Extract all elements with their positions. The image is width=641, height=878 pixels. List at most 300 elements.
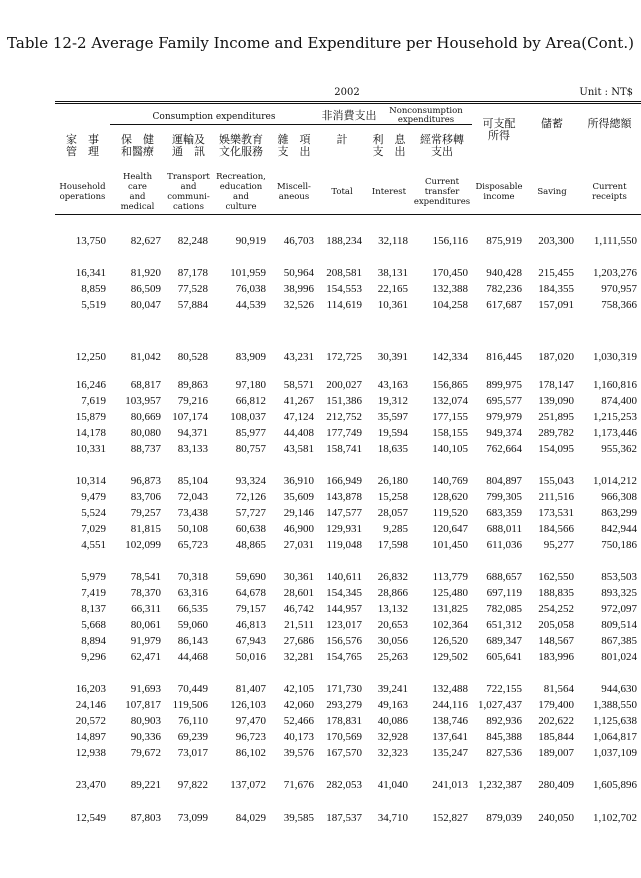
table-cell: 23,470 bbox=[75, 779, 106, 791]
table-cell: 695,577 bbox=[486, 395, 522, 407]
table-cell: 114,619 bbox=[326, 299, 362, 311]
table-cell: 81,815 bbox=[130, 523, 161, 535]
table-cell: 21,511 bbox=[284, 619, 314, 631]
table-cell: 758,366 bbox=[601, 299, 637, 311]
table-cell: 26,180 bbox=[377, 475, 408, 487]
table-cell: 137,072 bbox=[230, 779, 266, 791]
table-cell: 7,619 bbox=[81, 395, 106, 407]
table-cell: 79,257 bbox=[130, 507, 161, 519]
table-cell: 979,979 bbox=[486, 411, 522, 423]
table-cell: 85,104 bbox=[177, 475, 208, 487]
table-cell: 129,931 bbox=[326, 523, 362, 535]
table-row bbox=[0, 266, 641, 280]
table-cell: 170,569 bbox=[326, 731, 362, 743]
table-cell: 617,687 bbox=[486, 299, 522, 311]
table-cell: 251,895 bbox=[538, 411, 574, 423]
table-cell: 50,016 bbox=[235, 651, 266, 663]
table-cell: 762,664 bbox=[486, 443, 522, 455]
table-cell: 30,391 bbox=[377, 351, 408, 363]
table-cell: 47,124 bbox=[283, 411, 314, 423]
table-cell: 103,957 bbox=[125, 395, 161, 407]
column-header-zh-9: 儲蓄 bbox=[541, 117, 563, 130]
table-cell: 87,803 bbox=[130, 812, 161, 824]
table-cell: 60,638 bbox=[235, 523, 266, 535]
table-row bbox=[0, 410, 641, 424]
table-cell: 43,581 bbox=[283, 443, 314, 455]
table-row bbox=[0, 426, 641, 440]
table-cell: 62,471 bbox=[130, 651, 161, 663]
table-cell: 38,131 bbox=[377, 267, 408, 279]
table-cell: 9,296 bbox=[81, 651, 106, 663]
table-cell: 119,048 bbox=[326, 539, 362, 551]
table-cell: 80,528 bbox=[177, 351, 208, 363]
table-cell: 14,897 bbox=[75, 731, 106, 743]
table-cell: 41,040 bbox=[377, 779, 408, 791]
table-row bbox=[0, 474, 641, 488]
table-cell: 57,884 bbox=[177, 299, 208, 311]
table-cell: 81,564 bbox=[543, 683, 574, 695]
table-cell: 853,503 bbox=[601, 571, 637, 583]
table-cell: 1,102,702 bbox=[593, 812, 637, 824]
table-cell: 144,957 bbox=[326, 603, 362, 615]
table-cell: 178,147 bbox=[538, 379, 574, 391]
table-cell: 156,116 bbox=[432, 235, 468, 247]
table-cell: 138,746 bbox=[432, 715, 468, 727]
table-cell: 50,964 bbox=[283, 267, 314, 279]
table-cell: 72,043 bbox=[177, 491, 208, 503]
table-cell: 1,173,446 bbox=[593, 427, 637, 439]
table-cell: 18,635 bbox=[377, 443, 408, 455]
table-cell: 184,355 bbox=[538, 283, 574, 295]
column-header-en-8: Disposable income bbox=[475, 182, 523, 202]
table-cell: 19,312 bbox=[377, 395, 408, 407]
table-cell: 845,388 bbox=[486, 731, 522, 743]
table-cell: 875,919 bbox=[486, 235, 522, 247]
table-cell: 19,594 bbox=[377, 427, 408, 439]
table-row bbox=[0, 618, 641, 632]
table-row bbox=[0, 570, 641, 584]
table-cell: 119,520 bbox=[432, 507, 468, 519]
table-cell: 125,480 bbox=[432, 587, 468, 599]
table-cell: 44,408 bbox=[283, 427, 314, 439]
table-row bbox=[0, 650, 641, 664]
table-row bbox=[0, 378, 641, 392]
table-cell: 12,938 bbox=[75, 747, 106, 759]
table-cell: 123,017 bbox=[326, 619, 362, 631]
column-header-zh-0: 家 事 管 理 bbox=[66, 133, 99, 158]
table-cell: 804,897 bbox=[486, 475, 522, 487]
table-cell: 203,300 bbox=[538, 235, 574, 247]
table-cell: 972,097 bbox=[601, 603, 637, 615]
table-cell: 750,186 bbox=[601, 539, 637, 551]
column-header-zh-8: 可支配 所得 bbox=[482, 117, 516, 142]
table-cell: 1,605,896 bbox=[593, 779, 637, 791]
table-cell: 14,178 bbox=[75, 427, 106, 439]
table-cell: 86,102 bbox=[235, 747, 266, 759]
column-header-zh-5: 計 bbox=[336, 133, 348, 146]
table-cell: 89,221 bbox=[130, 779, 161, 791]
table-cell: 41,267 bbox=[283, 395, 314, 407]
table-cell: 104,258 bbox=[432, 299, 468, 311]
table-cell: 46,900 bbox=[283, 523, 314, 535]
table-cell: 166,949 bbox=[326, 475, 362, 487]
table-cell: 5,519 bbox=[81, 299, 106, 311]
table-cell: 30,361 bbox=[283, 571, 314, 583]
table-row bbox=[0, 350, 641, 364]
table-cell: 29,146 bbox=[283, 507, 314, 519]
column-header-en-0: Household operations bbox=[59, 182, 106, 202]
table-cell: 90,336 bbox=[130, 731, 161, 743]
table-cell: 167,570 bbox=[326, 747, 362, 759]
table-cell: 1,111,550 bbox=[593, 235, 637, 247]
table-cell: 46,703 bbox=[283, 235, 314, 247]
table-cell: 179,400 bbox=[538, 699, 574, 711]
table-title: Table 12-2 Average Family Income and Expenditure per Household by Area(Cont.) bbox=[7, 34, 634, 52]
table-cell: 49,163 bbox=[377, 699, 408, 711]
table-cell: 79,672 bbox=[130, 747, 161, 759]
table-row bbox=[0, 602, 641, 616]
table-cell: 212,752 bbox=[326, 411, 362, 423]
table-cell: 4,551 bbox=[81, 539, 106, 551]
table-cell: 140,769 bbox=[432, 475, 468, 487]
table-cell: 96,723 bbox=[235, 731, 266, 743]
table-cell: 139,090 bbox=[538, 395, 574, 407]
table-cell: 126,103 bbox=[230, 699, 266, 711]
table-cell: 1,030,319 bbox=[593, 351, 637, 363]
table-cell: 132,388 bbox=[432, 283, 468, 295]
table-cell: 892,936 bbox=[486, 715, 522, 727]
table-cell: 177,749 bbox=[326, 427, 362, 439]
table-cell: 113,779 bbox=[432, 571, 468, 583]
column-header-zh-2: 運輸及 通 訊 bbox=[172, 133, 205, 158]
column-header-en-3: Recreation, education and culture bbox=[216, 172, 266, 212]
table-cell: 183,996 bbox=[538, 651, 574, 663]
table-cell: 688,011 bbox=[486, 523, 522, 535]
table-cell: 39,576 bbox=[283, 747, 314, 759]
table-cell: 68,817 bbox=[130, 379, 161, 391]
table-cell: 32,118 bbox=[378, 235, 408, 247]
table-cell: 81,920 bbox=[130, 267, 161, 279]
table-row bbox=[0, 298, 641, 312]
table-cell: 651,312 bbox=[486, 619, 522, 631]
table-cell: 39,241 bbox=[377, 683, 408, 695]
column-header-en-4: Miscell- aneous bbox=[277, 182, 311, 202]
table-cell: 827,536 bbox=[486, 747, 522, 759]
table-cell: 38,996 bbox=[283, 283, 314, 295]
column-header-en-5: Total bbox=[331, 187, 353, 197]
table-cell: 170,450 bbox=[432, 267, 468, 279]
table-cell: 899,975 bbox=[486, 379, 522, 391]
table-cell: 293,279 bbox=[326, 699, 362, 711]
table-cell: 157,091 bbox=[538, 299, 574, 311]
table-cell: 79,216 bbox=[177, 395, 208, 407]
table-cell: 91,693 bbox=[130, 683, 161, 695]
table-cell: 48,865 bbox=[235, 539, 266, 551]
table-cell: 72,126 bbox=[235, 491, 266, 503]
table-cell: 893,325 bbox=[601, 587, 637, 599]
table-cell: 20,572 bbox=[75, 715, 106, 727]
table-row bbox=[0, 442, 641, 456]
table-cell: 8,137 bbox=[81, 603, 106, 615]
table-cell: 722,155 bbox=[486, 683, 522, 695]
table-cell: 26,832 bbox=[377, 571, 408, 583]
table-cell: 46,813 bbox=[235, 619, 266, 631]
table-cell: 1,215,253 bbox=[593, 411, 637, 423]
column-header-en-1: Health care and medical bbox=[120, 172, 155, 212]
table-cell: 605,641 bbox=[486, 651, 522, 663]
table-cell: 689,347 bbox=[486, 635, 522, 647]
table-cell: 58,571 bbox=[283, 379, 314, 391]
column-header-zh-1: 保 健 和醫療 bbox=[121, 133, 154, 158]
table-cell: 254,252 bbox=[538, 603, 574, 615]
table-cell: 95,277 bbox=[543, 539, 574, 551]
table-cell: 79,157 bbox=[235, 603, 266, 615]
consumption-group-label: Consumption expenditures bbox=[152, 112, 276, 122]
table-cell: 83,909 bbox=[235, 351, 266, 363]
table-cell: 282,053 bbox=[326, 779, 362, 791]
table-cell: 70,449 bbox=[177, 683, 208, 695]
table-cell: 88,737 bbox=[130, 443, 161, 455]
table-cell: 7,419 bbox=[81, 587, 106, 599]
table-cell: 940,428 bbox=[486, 267, 522, 279]
table-row bbox=[0, 490, 641, 504]
column-header-en-6: Interest bbox=[371, 187, 407, 197]
table-cell: 289,782 bbox=[538, 427, 574, 439]
table-row bbox=[0, 811, 641, 825]
table-cell: 73,438 bbox=[177, 507, 208, 519]
table-cell: 8,859 bbox=[81, 283, 106, 295]
table-row bbox=[0, 714, 641, 728]
table-cell: 78,541 bbox=[130, 571, 161, 583]
table-cell: 83,706 bbox=[130, 491, 161, 503]
table-cell: 154,345 bbox=[326, 587, 362, 599]
table-cell: 76,038 bbox=[235, 283, 266, 295]
table-cell: 966,308 bbox=[601, 491, 637, 503]
table-cell: 782,085 bbox=[486, 603, 522, 615]
table-cell: 35,609 bbox=[283, 491, 314, 503]
table-cell: 611,036 bbox=[486, 539, 522, 551]
table-cell: 63,316 bbox=[177, 587, 208, 599]
table-cell: 189,007 bbox=[538, 747, 574, 759]
table-cell: 129,502 bbox=[432, 651, 468, 663]
table-cell: 1,203,276 bbox=[593, 267, 637, 279]
table-cell: 39,585 bbox=[283, 812, 314, 824]
table-cell: 78,370 bbox=[130, 587, 161, 599]
table-cell: 13,132 bbox=[377, 603, 408, 615]
table-cell: 86,509 bbox=[130, 283, 161, 295]
nonconsumption-group-zh: 非消費支出 bbox=[321, 109, 377, 122]
table-cell: 70,318 bbox=[177, 571, 208, 583]
table-cell: 27,686 bbox=[283, 635, 314, 647]
table-cell: 1,014,212 bbox=[593, 475, 637, 487]
table-cell: 188,835 bbox=[538, 587, 574, 599]
table-cell: 1,064,817 bbox=[593, 731, 637, 743]
table-cell: 131,825 bbox=[432, 603, 468, 615]
column-header-en-10: Current receipts bbox=[592, 182, 627, 202]
column-header-en-9: Saving bbox=[537, 187, 567, 197]
table-cell: 1,160,816 bbox=[593, 379, 637, 391]
table-cell: 173,531 bbox=[538, 507, 574, 519]
table-cell: 147,577 bbox=[326, 507, 362, 519]
column-header-en-7: Current transfer expenditures bbox=[413, 177, 471, 207]
table-cell: 10,361 bbox=[377, 299, 408, 311]
table-cell: 143,878 bbox=[326, 491, 362, 503]
table-row bbox=[0, 698, 641, 712]
table-cell: 66,812 bbox=[235, 395, 266, 407]
table-row bbox=[0, 730, 641, 744]
column-header-en-2: Transport and communi- cations bbox=[167, 172, 210, 212]
table-cell: 683,359 bbox=[486, 507, 522, 519]
table-cell: 16,341 bbox=[75, 267, 106, 279]
table-cell: 20,653 bbox=[377, 619, 408, 631]
table-row bbox=[0, 234, 641, 248]
table-cell: 91,979 bbox=[130, 635, 161, 647]
table-cell: 82,627 bbox=[130, 235, 161, 247]
table-cell: 102,364 bbox=[432, 619, 468, 631]
table-cell: 782,236 bbox=[486, 283, 522, 295]
table-cell: 28,057 bbox=[377, 507, 408, 519]
table-cell: 22,165 bbox=[377, 283, 408, 295]
table-cell: 27,031 bbox=[283, 539, 314, 551]
table-cell: 137,641 bbox=[432, 731, 468, 743]
column-header-zh-6: 利 息 支 出 bbox=[372, 133, 406, 158]
table-cell: 43,163 bbox=[377, 379, 408, 391]
table-cell: 84,029 bbox=[235, 812, 266, 824]
table-cell: 185,844 bbox=[538, 731, 574, 743]
table-cell: 35,597 bbox=[377, 411, 408, 423]
table-cell: 879,039 bbox=[486, 812, 522, 824]
table-cell: 156,865 bbox=[432, 379, 468, 391]
table-row bbox=[0, 778, 641, 792]
table-cell: 148,567 bbox=[538, 635, 574, 647]
table-cell: 7,029 bbox=[81, 523, 106, 535]
table-cell: 688,657 bbox=[486, 571, 522, 583]
table-cell: 90,919 bbox=[235, 235, 266, 247]
table-cell: 81,042 bbox=[130, 351, 161, 363]
column-header-zh-10: 所得總額 bbox=[587, 117, 632, 130]
table-cell: 32,323 bbox=[377, 747, 408, 759]
table-cell: 73,099 bbox=[177, 812, 208, 824]
table-cell: 67,943 bbox=[235, 635, 266, 647]
table-row bbox=[0, 634, 641, 648]
table-cell: 188,234 bbox=[326, 235, 362, 247]
table-cell: 8,894 bbox=[81, 635, 106, 647]
table-cell: 809,514 bbox=[601, 619, 637, 631]
table-cell: 24,146 bbox=[75, 699, 106, 711]
table-cell: 801,024 bbox=[601, 651, 637, 663]
table-unit: Unit : NT$ bbox=[579, 87, 633, 98]
table-cell: 158,741 bbox=[326, 443, 362, 455]
table-row bbox=[0, 522, 641, 536]
table-cell: 949,374 bbox=[486, 427, 522, 439]
table-cell: 44,539 bbox=[235, 299, 266, 311]
table-cell: 87,178 bbox=[177, 267, 208, 279]
table-cell: 94,371 bbox=[177, 427, 208, 439]
table-cell: 151,386 bbox=[326, 395, 362, 407]
table-cell: 65,723 bbox=[177, 539, 208, 551]
column-header-zh-4: 雜 項 支 出 bbox=[277, 133, 311, 158]
table-cell: 1,027,437 bbox=[478, 699, 522, 711]
table-cell: 202,622 bbox=[538, 715, 574, 727]
table-cell: 59,690 bbox=[235, 571, 266, 583]
nonconsumption-group-en: Nonconsumption expenditures bbox=[389, 106, 463, 125]
table-cell: 842,944 bbox=[601, 523, 637, 535]
table-cell: 10,314 bbox=[75, 475, 106, 487]
table-cell: 128,620 bbox=[432, 491, 468, 503]
table-cell: 101,959 bbox=[230, 267, 266, 279]
table-cell: 108,037 bbox=[230, 411, 266, 423]
table-cell: 205,058 bbox=[538, 619, 574, 631]
table-cell: 132,074 bbox=[432, 395, 468, 407]
table-cell: 867,385 bbox=[601, 635, 637, 647]
table-cell: 172,725 bbox=[326, 351, 362, 363]
table-cell: 93,324 bbox=[235, 475, 266, 487]
table-row bbox=[0, 746, 641, 760]
table-cell: 12,250 bbox=[75, 351, 106, 363]
table-row bbox=[0, 538, 641, 552]
table-cell: 156,576 bbox=[326, 635, 362, 647]
table-cell: 240,050 bbox=[538, 812, 574, 824]
table-cell: 30,056 bbox=[377, 635, 408, 647]
table-cell: 955,362 bbox=[601, 443, 637, 455]
table-cell: 132,488 bbox=[432, 683, 468, 695]
table-cell: 874,400 bbox=[601, 395, 637, 407]
table-cell: 120,647 bbox=[432, 523, 468, 535]
table-cell: 80,757 bbox=[235, 443, 266, 455]
table-cell: 140,611 bbox=[326, 571, 362, 583]
table-cell: 36,910 bbox=[283, 475, 314, 487]
table-cell: 155,043 bbox=[538, 475, 574, 487]
table-cell: 200,027 bbox=[326, 379, 362, 391]
table-row bbox=[0, 682, 641, 696]
table-cell: 13,750 bbox=[75, 235, 106, 247]
table-cell: 59,060 bbox=[177, 619, 208, 631]
table-cell: 154,553 bbox=[326, 283, 362, 295]
table-cell: 50,108 bbox=[177, 523, 208, 535]
table-cell: 15,258 bbox=[377, 491, 408, 503]
table-cell: 89,863 bbox=[177, 379, 208, 391]
table-cell: 52,466 bbox=[283, 715, 314, 727]
table-cell: 5,979 bbox=[81, 571, 106, 583]
table-cell: 171,730 bbox=[326, 683, 362, 695]
table-cell: 126,520 bbox=[432, 635, 468, 647]
table-cell: 5,524 bbox=[81, 507, 106, 519]
table-cell: 80,047 bbox=[130, 299, 161, 311]
table-cell: 86,143 bbox=[177, 635, 208, 647]
table-cell: 28,601 bbox=[283, 587, 314, 599]
table-cell: 697,119 bbox=[486, 587, 522, 599]
table-cell: 107,817 bbox=[125, 699, 161, 711]
table-cell: 32,526 bbox=[283, 299, 314, 311]
table-cell: 178,831 bbox=[326, 715, 362, 727]
table-cell: 799,305 bbox=[486, 491, 522, 503]
table-cell: 119,506 bbox=[172, 699, 208, 711]
table-cell: 187,537 bbox=[326, 812, 362, 824]
table-cell: 83,133 bbox=[177, 443, 208, 455]
table-cell: 80,061 bbox=[130, 619, 161, 631]
table-cell: 5,668 bbox=[81, 619, 106, 631]
table-cell: 42,105 bbox=[283, 683, 314, 695]
table-cell: 66,535 bbox=[177, 603, 208, 615]
column-header-zh-7: 經常移轉 支出 bbox=[420, 133, 464, 158]
table-cell: 101,450 bbox=[432, 539, 468, 551]
table-row bbox=[0, 282, 641, 296]
table-cell: 177,155 bbox=[432, 411, 468, 423]
table-cell: 187,020 bbox=[538, 351, 574, 363]
table-cell: 66,311 bbox=[131, 603, 161, 615]
table-cell: 152,827 bbox=[432, 812, 468, 824]
table-cell: 241,013 bbox=[432, 779, 468, 791]
